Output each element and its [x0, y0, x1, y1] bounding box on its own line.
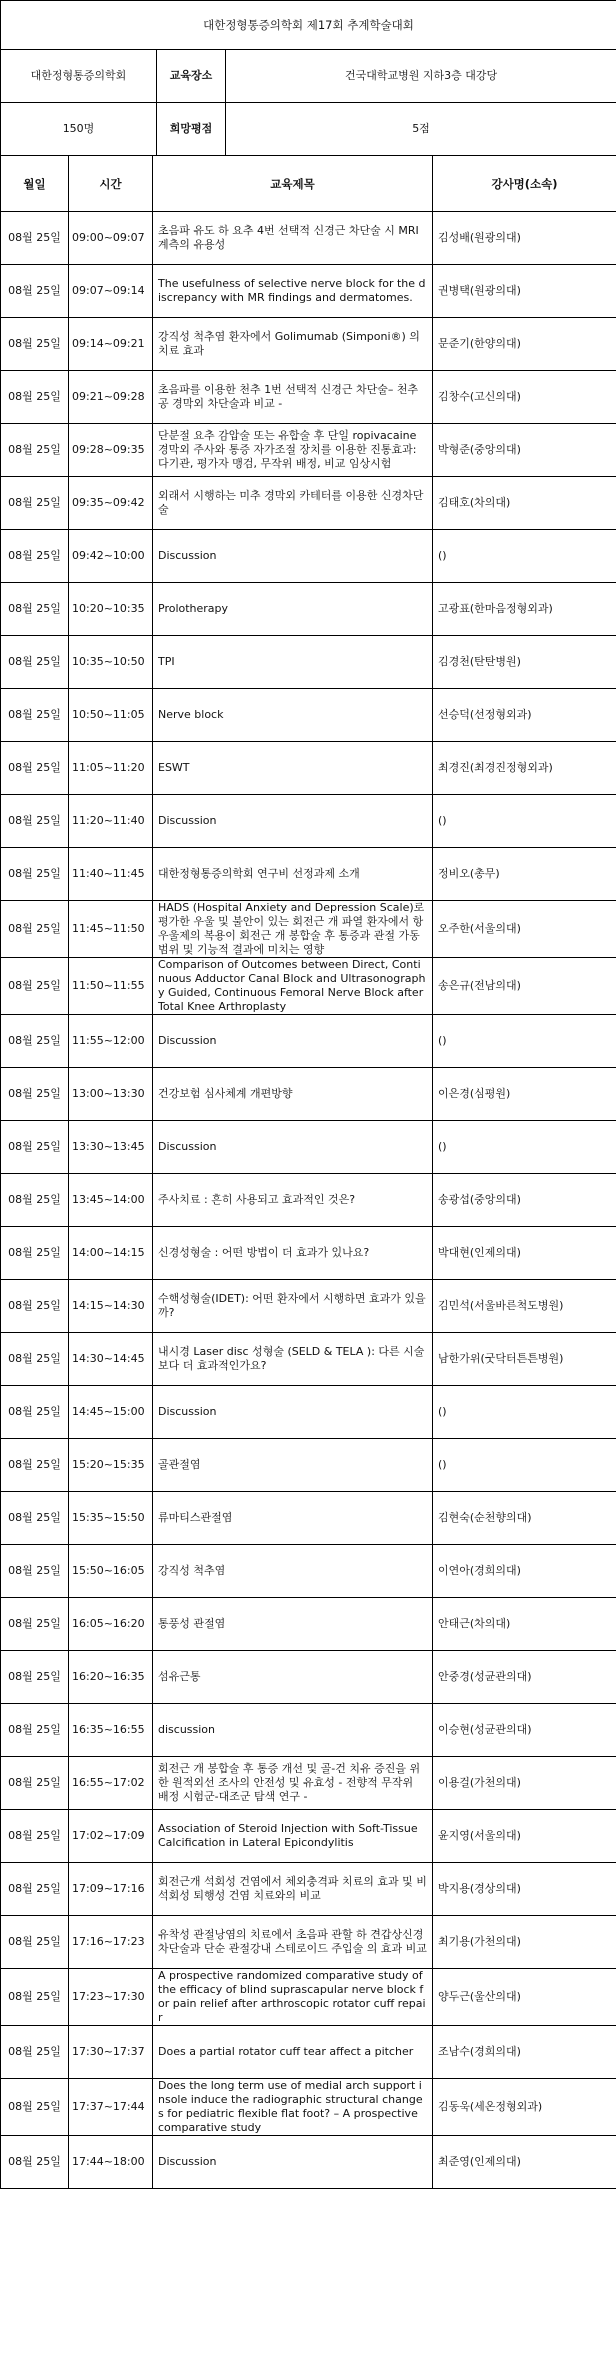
session-date: 08월 25일	[1, 1916, 69, 1969]
session-time: 15:50~16:05	[69, 1545, 153, 1598]
table-row	[1, 1121, 616, 1174]
session-title: 통풍성 관절염	[153, 1598, 433, 1651]
session-time: 11:50~11:55	[69, 958, 153, 1015]
session-speaker: 남한가위(굿닥터튼튼병원)	[433, 1333, 616, 1386]
session-time: 15:20~15:35	[69, 1439, 153, 1492]
table-row	[1, 318, 616, 371]
session-title: 유착성 관절낭염의 치료에서 초음파 관할 하 견갑상신경 차단술과 단순 관절강내 스테로이드 주입술 의 효과 비교	[153, 1916, 433, 1969]
column-header-title: 교육제목	[153, 156, 433, 212]
session-title: discussion	[153, 1704, 433, 1757]
session-date: 08월 25일	[1, 318, 69, 371]
session-speaker: 윤지영(서울의대)	[433, 1810, 616, 1863]
session-time: 14:45~15:00	[69, 1386, 153, 1439]
session-time: 15:35~15:50	[69, 1492, 153, 1545]
session-time: 13:45~14:00	[69, 1174, 153, 1227]
session-title: Discussion	[153, 530, 433, 583]
session-title: 류마티스관절염	[153, 1492, 433, 1545]
session-title: HADS (Hospital Anxiety and Depression Scale)로 평가한 우울 및 불안이 있는 회전근 개 파열 환자에서 항우울제의 복용이 회전근 개 봉합술 후 통증과 관절 가동범위 및 기능적 결과에 미치는 영향	[153, 901, 433, 958]
session-title: 주사치료 : 흔히 사용되고 효과적인 것은?	[153, 1174, 433, 1227]
table-row	[1, 583, 616, 636]
table-row	[1, 1068, 616, 1121]
session-title: Discussion	[153, 2136, 433, 2189]
session-title: 초음파 유도 하 요추 4번 선택적 신경근 차단술 시 MRI 계측의 유용성	[153, 212, 433, 265]
credits-row	[1, 103, 616, 156]
session-time: 16:35~16:55	[69, 1704, 153, 1757]
session-date: 08월 25일	[1, 2026, 69, 2079]
table-row	[1, 1227, 616, 1280]
session-speaker: 박지용(경상의대)	[433, 1863, 616, 1916]
session-speaker: 정비오(총무)	[433, 848, 616, 901]
session-date: 08월 25일	[1, 795, 69, 848]
session-title: 섬유근통	[153, 1651, 433, 1704]
table-row	[1, 636, 616, 689]
session-speaker: 이승현(성균관의대)	[433, 1704, 616, 1757]
organizer-name: 대한정형통증의학회	[1, 50, 157, 103]
session-date: 08월 25일	[1, 636, 69, 689]
table-row	[1, 2136, 616, 2189]
session-time: 14:00~14:15	[69, 1227, 153, 1280]
session-title: A prospective randomized comparative study of the efficacy of blind suprascapular nerve block for pain relief after arthroscopic rotator cuff repair	[153, 1969, 433, 2026]
session-speaker: 이연아(경희의대)	[433, 1545, 616, 1598]
table-row	[1, 1545, 616, 1598]
session-time: 17:37~17:44	[69, 2079, 153, 2136]
session-date: 08월 25일	[1, 2136, 69, 2189]
session-title: ESWT	[153, 742, 433, 795]
session-speaker: 최경진(최경진정형외과)	[433, 742, 616, 795]
column-header-speaker: 강사명(소속)	[433, 156, 616, 212]
session-date: 08월 25일	[1, 1492, 69, 1545]
table-row	[1, 1757, 616, 1810]
session-date: 08월 25일	[1, 583, 69, 636]
session-title: 수핵성형술(IDET): 어떤 환자에서 시행하면 효과가 있을까?	[153, 1280, 433, 1333]
session-speaker: 권병택(원광의대)	[433, 265, 616, 318]
session-date: 08월 25일	[1, 1757, 69, 1810]
session-time: 14:15~14:30	[69, 1280, 153, 1333]
session-speaker: 오주한(서울의대)	[433, 901, 616, 958]
session-date: 08월 25일	[1, 1174, 69, 1227]
session-date: 08월 25일	[1, 848, 69, 901]
session-speaker: 최기용(가천의대)	[433, 1916, 616, 1969]
session-time: 17:16~17:23	[69, 1916, 153, 1969]
session-speaker: 안중경(성균관의대)	[433, 1651, 616, 1704]
session-date: 08월 25일	[1, 1704, 69, 1757]
session-time: 17:30~17:37	[69, 2026, 153, 2079]
column-header-time: 시간	[69, 156, 153, 212]
session-time: 14:30~14:45	[69, 1333, 153, 1386]
session-time: 11:40~11:45	[69, 848, 153, 901]
session-date: 08월 25일	[1, 1015, 69, 1068]
table-row	[1, 530, 616, 583]
session-time: 09:00~09:07	[69, 212, 153, 265]
table-row	[1, 1439, 616, 1492]
session-title: Nerve block	[153, 689, 433, 742]
table-row	[1, 1916, 616, 1969]
session-speaker: 송광섭(중앙의대)	[433, 1174, 616, 1227]
session-title: TPI	[153, 636, 433, 689]
table-row	[1, 958, 616, 1015]
session-speaker: 이은경(심평원)	[433, 1068, 616, 1121]
session-date: 08월 25일	[1, 901, 69, 958]
session-title: 대한정형통증의학회 연구비 선정과제 소개	[153, 848, 433, 901]
event-title-row	[1, 1, 616, 50]
session-speaker: 김동욱(세온정형외과)	[433, 2079, 616, 2136]
session-date: 08월 25일	[1, 424, 69, 477]
session-date: 08월 25일	[1, 958, 69, 1015]
table-row	[1, 1386, 616, 1439]
table-row	[1, 1174, 616, 1227]
session-time: 09:21~09:28	[69, 371, 153, 424]
session-speaker: 김민석(서울바른척도병원)	[433, 1280, 616, 1333]
credits-label: 희망평점	[157, 103, 226, 156]
session-speaker: 양두근(울산의대)	[433, 1969, 616, 2026]
session-speaker: ()	[433, 1015, 616, 1068]
schedule-header-row	[1, 156, 616, 212]
session-time: 09:14~09:21	[69, 318, 153, 371]
table-row	[1, 1280, 616, 1333]
session-time: 13:00~13:30	[69, 1068, 153, 1121]
venue-row	[1, 50, 616, 103]
session-date: 08월 25일	[1, 1121, 69, 1174]
session-speaker: 최준영(인제의대)	[433, 2136, 616, 2189]
session-speaker: 김경천(탄탄병원)	[433, 636, 616, 689]
session-time: 11:05~11:20	[69, 742, 153, 795]
session-time: 09:42~10:00	[69, 530, 153, 583]
session-time: 16:55~17:02	[69, 1757, 153, 1810]
table-row	[1, 212, 616, 265]
session-speaker: 박대현(인제의대)	[433, 1227, 616, 1280]
session-title: Prolotherapy	[153, 583, 433, 636]
session-title: Comparison of Outcomes between Direct, Continuous Adductor Canal Block and Ultrasonography Guided, Continuous Femoral Nerve Block after Total Knee Arthroplasty	[153, 958, 433, 1015]
session-title: 초음파를 이용한 천추 1번 선택적 신경근 차단술– 천추공 경막외 차단술과 비교 -	[153, 371, 433, 424]
session-time: 10:20~10:35	[69, 583, 153, 636]
session-time: 17:23~17:30	[69, 1969, 153, 2026]
session-title: 단분절 요추 감압술 또는 유합술 후 단일 ropivacaine 경막외 주사와 통증 자가조절 장치를 이용한 진통효과: 다기관, 평가자 맹검, 무작위 배정, 비교 임상시험	[153, 424, 433, 477]
session-date: 08월 25일	[1, 1810, 69, 1863]
table-row	[1, 795, 616, 848]
session-title: 외래서 시행하는 미추 경막외 카테터를 이용한 신경차단술	[153, 477, 433, 530]
session-title: 신경성형술 : 어떤 방법이 더 효과가 있나요?	[153, 1227, 433, 1280]
session-date: 08월 25일	[1, 689, 69, 742]
session-time: 17:02~17:09	[69, 1810, 153, 1863]
session-date: 08월 25일	[1, 1068, 69, 1121]
session-title: 회전근 개 봉합술 후 통증 개선 및 골-건 치유 증진을 위한 원적외선 조사의 안전성 및 유효성 - 전향적 무작위 배정 시험군-대조군 탐색 연구 -	[153, 1757, 433, 1810]
table-row	[1, 742, 616, 795]
session-speaker: 김창수(고신의대)	[433, 371, 616, 424]
session-title: 내시경 Laser disc 성형술 (SELD & TELA ): 다른 시술보다 더 효과적인가요?	[153, 1333, 433, 1386]
venue-value: 건국대학교병원 지하3층 대강당	[226, 50, 616, 103]
event-title: 대한정형통증의학회 제17회 추계학술대회	[1, 1, 616, 50]
session-title: The usefulness of selective nerve block for the discrepancy with MR findings and dermatomes.	[153, 265, 433, 318]
table-row	[1, 1863, 616, 1916]
session-speaker: 안태근(차의대)	[433, 1598, 616, 1651]
table-row	[1, 1810, 616, 1863]
session-speaker: 김태호(차의대)	[433, 477, 616, 530]
session-title: Discussion	[153, 1015, 433, 1068]
session-title: 골관절염	[153, 1439, 433, 1492]
session-date: 08월 25일	[1, 1969, 69, 2026]
session-time: 11:55~12:00	[69, 1015, 153, 1068]
session-time: 09:28~09:35	[69, 424, 153, 477]
session-date: 08월 25일	[1, 1280, 69, 1333]
session-speaker: 선승덕(선정형외과)	[433, 689, 616, 742]
table-row	[1, 2026, 616, 2079]
credits-value: 5점	[226, 103, 616, 156]
session-date: 08월 25일	[1, 1651, 69, 1704]
table-row	[1, 848, 616, 901]
table-row	[1, 265, 616, 318]
session-speaker: 고광표(한마음정형외과)	[433, 583, 616, 636]
table-row	[1, 1492, 616, 1545]
table-row	[1, 1651, 616, 1704]
session-time: 11:20~11:40	[69, 795, 153, 848]
table-row	[1, 1598, 616, 1651]
session-title: 회전근개 석회성 건염에서 체외충격파 치료의 효과 및 비석회성 퇴행성 건염 치료와의 비교	[153, 1863, 433, 1916]
session-title: Discussion	[153, 795, 433, 848]
session-time: 09:35~09:42	[69, 477, 153, 530]
session-time: 16:05~16:20	[69, 1598, 153, 1651]
session-title: Discussion	[153, 1121, 433, 1174]
session-time: 17:09~17:16	[69, 1863, 153, 1916]
schedule-body	[1, 212, 616, 2189]
session-time: 17:44~18:00	[69, 2136, 153, 2189]
session-speaker: 김성배(원광의대)	[433, 212, 616, 265]
session-title: 건강보험 심사체계 개편방향	[153, 1068, 433, 1121]
table-row	[1, 901, 616, 958]
session-time: 10:35~10:50	[69, 636, 153, 689]
session-speaker: ()	[433, 530, 616, 583]
session-title: 강직성 척추염 환자에서 Golimumab (Simponi®) 의 치료 효과	[153, 318, 433, 371]
session-speaker: ()	[433, 795, 616, 848]
session-speaker: 박형준(중앙의대)	[433, 424, 616, 477]
attendance-count: 150명	[1, 103, 157, 156]
session-time: 16:20~16:35	[69, 1651, 153, 1704]
session-time: 09:07~09:14	[69, 265, 153, 318]
session-title: Does a partial rotator cuff tear affect a pitcher	[153, 2026, 433, 2079]
session-time: 11:45~11:50	[69, 901, 153, 958]
session-speaker: 조남수(경희의대)	[433, 2026, 616, 2079]
session-date: 08월 25일	[1, 1333, 69, 1386]
event-info-table	[0, 0, 616, 156]
table-row	[1, 1704, 616, 1757]
session-speaker: ()	[433, 1386, 616, 1439]
session-date: 08월 25일	[1, 2079, 69, 2136]
session-title: Does the long term use of medial arch support insole induce the radiographic structural changes for pediatric flexible flat foot? – A prospective comparative study	[153, 2079, 433, 2136]
session-time: 13:30~13:45	[69, 1121, 153, 1174]
table-row	[1, 424, 616, 477]
session-speaker: 송은규(전남의대)	[433, 958, 616, 1015]
session-date: 08월 25일	[1, 212, 69, 265]
session-date: 08월 25일	[1, 1545, 69, 1598]
table-row	[1, 1969, 616, 2026]
venue-label: 교육장소	[157, 50, 226, 103]
table-row	[1, 1015, 616, 1068]
schedule-table	[0, 155, 616, 2189]
table-row	[1, 477, 616, 530]
session-speaker: 김현숙(순천향의대)	[433, 1492, 616, 1545]
session-speaker: 이용걸(가천의대)	[433, 1757, 616, 1810]
session-date: 08월 25일	[1, 1227, 69, 1280]
session-date: 08월 25일	[1, 477, 69, 530]
session-date: 08월 25일	[1, 530, 69, 583]
session-time: 10:50~11:05	[69, 689, 153, 742]
session-speaker: 문준기(한양의대)	[433, 318, 616, 371]
session-date: 08월 25일	[1, 1386, 69, 1439]
table-row	[1, 2079, 616, 2136]
table-row	[1, 1333, 616, 1386]
column-header-date: 월일	[1, 156, 69, 212]
table-row	[1, 371, 616, 424]
session-speaker: ()	[433, 1439, 616, 1492]
session-title: Association of Steroid Injection with Soft-Tissue Calcification in Lateral Epicondylitis	[153, 1810, 433, 1863]
table-row	[1, 689, 616, 742]
session-title: 강직성 척추염	[153, 1545, 433, 1598]
session-title: Discussion	[153, 1386, 433, 1439]
session-date: 08월 25일	[1, 1598, 69, 1651]
session-date: 08월 25일	[1, 265, 69, 318]
session-date: 08월 25일	[1, 1439, 69, 1492]
session-date: 08월 25일	[1, 742, 69, 795]
session-date: 08월 25일	[1, 371, 69, 424]
session-date: 08월 25일	[1, 1863, 69, 1916]
session-speaker: ()	[433, 1121, 616, 1174]
